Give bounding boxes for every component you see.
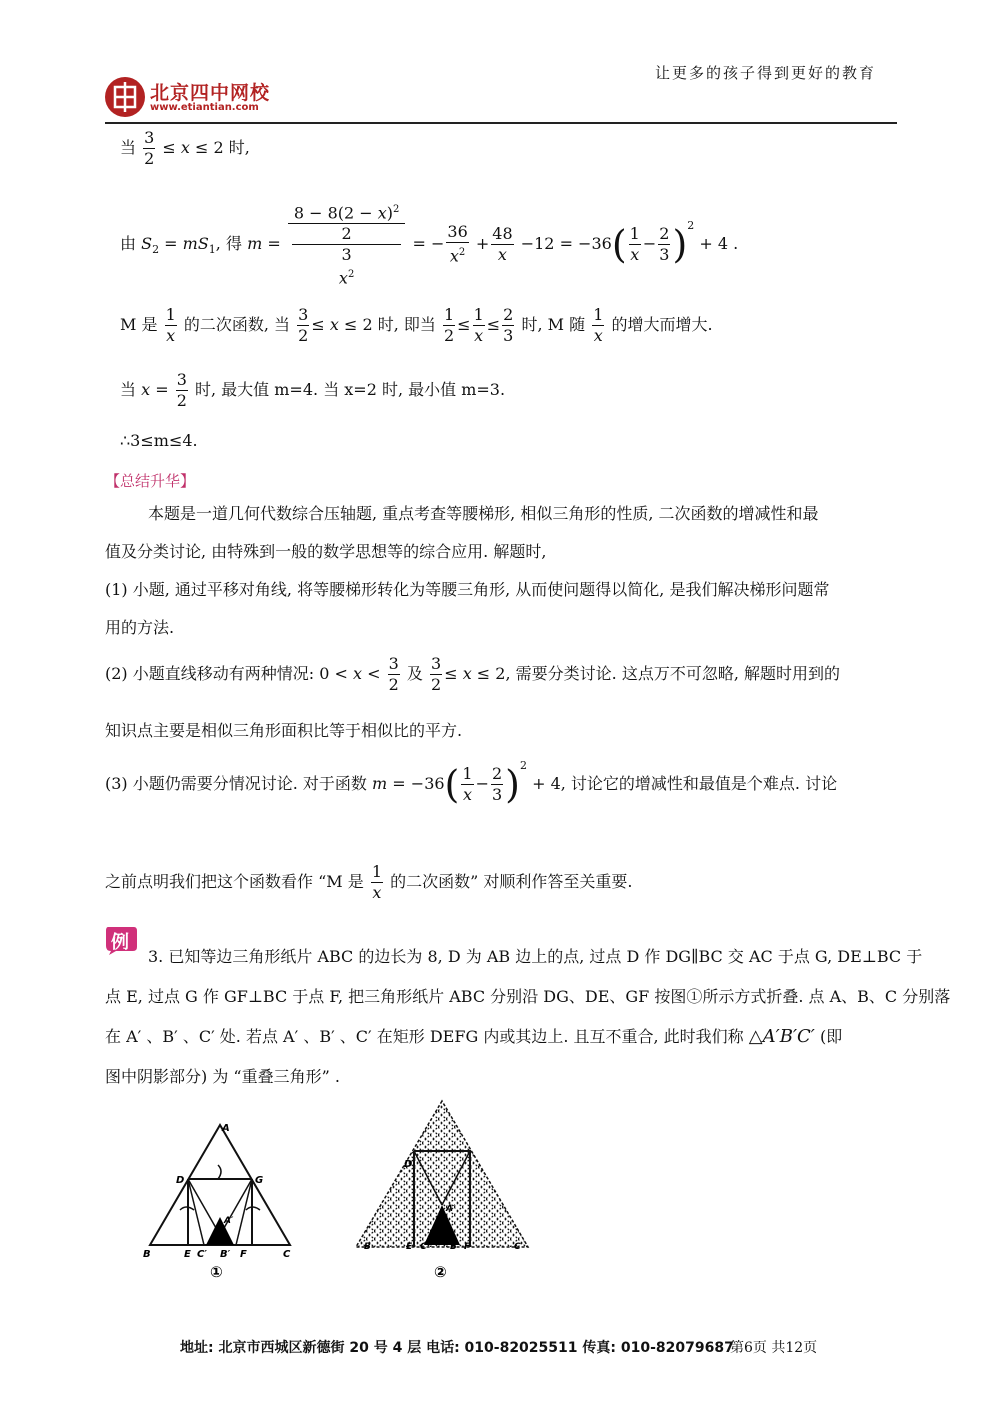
example-text-2: 点 E, 过点 G 作 GF⊥BC 于点 F, 把三角形纸片 ABC 分别沿 DG、DE、GF 按图①所示方式折叠. 点 A、B、C 分别落: [105, 987, 951, 1006]
label-B-prime: B′: [220, 1249, 231, 1260]
fraction: $\frac{3}{2}$: [176, 370, 187, 410]
summary-p2a: (1) 小题, 通过平移对角线, 将等腰梯形转化为等腰三角形, 从而使问题得以简化, 是我们解决梯形问题常: [105, 580, 830, 599]
text: 时, 即当: [377, 315, 436, 334]
fraction: $\frac{1}{x}$: [473, 305, 484, 345]
summary-p3a: (2) 小题直线移动有两种情况: 0 < x < $\frac{3}{2}$ 及 $\frac{3}{2}$ ≤ x ≤ 2, 需要分类讨论. 这点万不可忽略, 解题时用到的: [105, 654, 841, 694]
summary-p1a: 本题是一道几何代数综合压轴题, 重点考查等腰梯形, 相似三角形的性质, 二次函数的增减性和最: [148, 504, 819, 523]
logo-site: www.etiantian.com: [150, 102, 259, 113]
solution-line-4: 当 x = $\frac{3}{2}$ 时, 最大值 m=4. 当 x=2 时, 最小值 m=3.: [120, 370, 506, 410]
text: 及: [406, 664, 423, 683]
summary-p3b: 知识点主要是相似三角形面积比等于相似比的平方.: [105, 721, 463, 740]
text: (2) 小题直线移动有两种情况:: [105, 664, 315, 683]
text: 时, 最大值 m=4. 当 x=2 时, 最小值 m=3.: [195, 380, 506, 399]
solution-line-2: 由 $S_2 = mS_1$, 得 m = $8 - 8(2 - x)^2$ 2 3 $x^2$ = − $\frac{36}{x^2}$ + $\frac{48}{x}$ −12 = −36( $\frac{1}{x}$ − $\frac{2}{3}$ )$^2$ + 4 .: [120, 200, 738, 289]
label-B-prime: B′: [450, 1242, 460, 1252]
fraction: $\frac{1}{x}$: [165, 305, 176, 345]
fraction: $\frac{36}{x^2}$: [447, 222, 468, 266]
logo-name: 北京四中网校: [150, 82, 271, 104]
fraction: $\frac{2}{3}$: [503, 305, 514, 345]
example-badge-label: 例: [111, 932, 129, 953]
label-D: D: [176, 1175, 185, 1186]
label-F: F: [240, 1249, 247, 1260]
triangle-symbol: △A′B′C′: [748, 1026, 815, 1047]
solution-conclusion: ∴3≤m≤4.: [120, 431, 198, 450]
label-C: C: [514, 1242, 521, 1252]
fraction: $\frac{3}{2}$: [144, 128, 155, 168]
text: 时, M 随: [521, 315, 586, 334]
label-A: A: [222, 1123, 230, 1134]
summary-p4a: (3) 小题仍需要分情况讨论. 对于函数 m = −36( $\frac{1}{x}$ − $\frac{2}{3}$ )$^2$ + 4, 讨论它的增减性和最值是个难点. 讨论: [105, 759, 838, 807]
text: (即: [819, 1027, 843, 1046]
footer-address: 地址: 北京市西城区新德街 20 号 4 层 电话: 010-82025511 传真: 010-82079687: [180, 1340, 734, 1356]
label-C: C: [283, 1249, 291, 1260]
summary-label: 【总结升华】: [105, 472, 196, 490]
text: , 讨论它的增减性和最值是个难点. 讨论: [560, 774, 838, 793]
header-slogan: 让更多的孩子得到更好的教育: [655, 64, 877, 82]
fraction: $\frac{1}{x}$: [462, 764, 473, 804]
solution-line-3: M 是 $\frac{1}{x}$ 的二次函数, 当 $\frac{3}{2}$ ≤ x ≤ 2 时, 即当 $\frac{1}{2}$ ≤ $\frac{1}{x}$ ≤ $\frac{2}{3}$ 时, M 随 $\frac{1}{x}$ 的增大而增大.: [120, 305, 713, 345]
text: 由: [120, 233, 137, 253]
fraction: $\frac{1}{2}$: [443, 305, 455, 345]
figure-2-diagram: [350, 1095, 535, 1285]
fraction: $\frac{2}{3}$: [491, 764, 503, 804]
fraction: $\frac{2}{3}$: [659, 223, 670, 264]
fraction: $\frac{3}{2}$: [431, 654, 442, 694]
footer-page-number: 第6页 共12页: [730, 1340, 818, 1356]
label-A-prime: A′: [446, 1204, 456, 1214]
text: 在 A′ 、B′ 、C′ 处. 若点 A′ 、B′ 、C′ 在矩形 DEFG 内或其边上. 且互不重合, 此时我们称: [105, 1027, 744, 1046]
text: 之前点明我们把这个函数看作 “M 是: [105, 872, 364, 891]
figure-2-caption: ②: [434, 1263, 447, 1281]
fraction: $\frac{48}{x}$: [492, 223, 513, 264]
text: 当: [120, 138, 137, 157]
fraction: $8 - 8(2 - x)^2$ 2 3 $x^2$: [288, 200, 406, 289]
summary-p2b: 用的方法.: [105, 618, 175, 637]
text: 当: [120, 380, 137, 399]
text: , 得: [215, 233, 242, 253]
label-F: F: [464, 1242, 471, 1252]
figure-1-caption: ①: [210, 1263, 223, 1281]
text: , 需要分类讨论. 这点万不可忽略, 解题时用到的: [505, 664, 841, 683]
example-text-1: 3. 已知等边三角形纸片 ABC 的边长为 8, D 为 AB 边上的点, 过点 D 作 DG∥BC 交 AC 于点 G, DE⊥BC 于: [148, 947, 923, 966]
header-divider: [105, 122, 897, 124]
fraction: $\frac{1}{x}$: [593, 305, 604, 345]
label-E: E: [184, 1249, 191, 1260]
text: 的二次函数, 当: [183, 315, 291, 334]
label-E: E: [406, 1242, 413, 1252]
label-B: B: [364, 1242, 371, 1252]
summary-p1b: 值及分类讨论, 由特殊到一般的数学思想等的综合应用. 解题时,: [105, 542, 547, 561]
fraction: $\frac{3}{2}$: [388, 654, 399, 694]
label-A-prime: A′: [224, 1216, 234, 1226]
fraction: $\frac{1}{x}$: [629, 223, 640, 264]
example-text-4: 图中阴影部分) 为 “重叠三角形” .: [105, 1067, 340, 1086]
summary-p4b: [105, 862, 632, 903]
label-D: D: [404, 1159, 413, 1170]
fraction: $\frac{3}{2}$: [298, 305, 309, 345]
solution-line-1: 当 $\frac{3}{2}$ ≤ x ≤ 2 时,: [120, 128, 250, 168]
text: 时,: [228, 138, 250, 157]
label-C-prime: C′: [197, 1249, 207, 1260]
figure-1-diagram: [140, 1115, 300, 1285]
label-G: G: [255, 1175, 264, 1186]
example-text-3: [105, 1018, 842, 1056]
text: (3) 小题仍需要分情况讨论. 对于函数: [105, 774, 367, 793]
text: 的二次函数” 对顺利作答至关重要.: [390, 872, 633, 891]
fraction: $\frac{1}{x}$: [371, 862, 383, 902]
text: 的增大而增大.: [611, 315, 713, 334]
label-C-prime: C′: [420, 1242, 429, 1252]
text: M 是: [120, 315, 158, 334]
label-B: B: [143, 1249, 151, 1260]
